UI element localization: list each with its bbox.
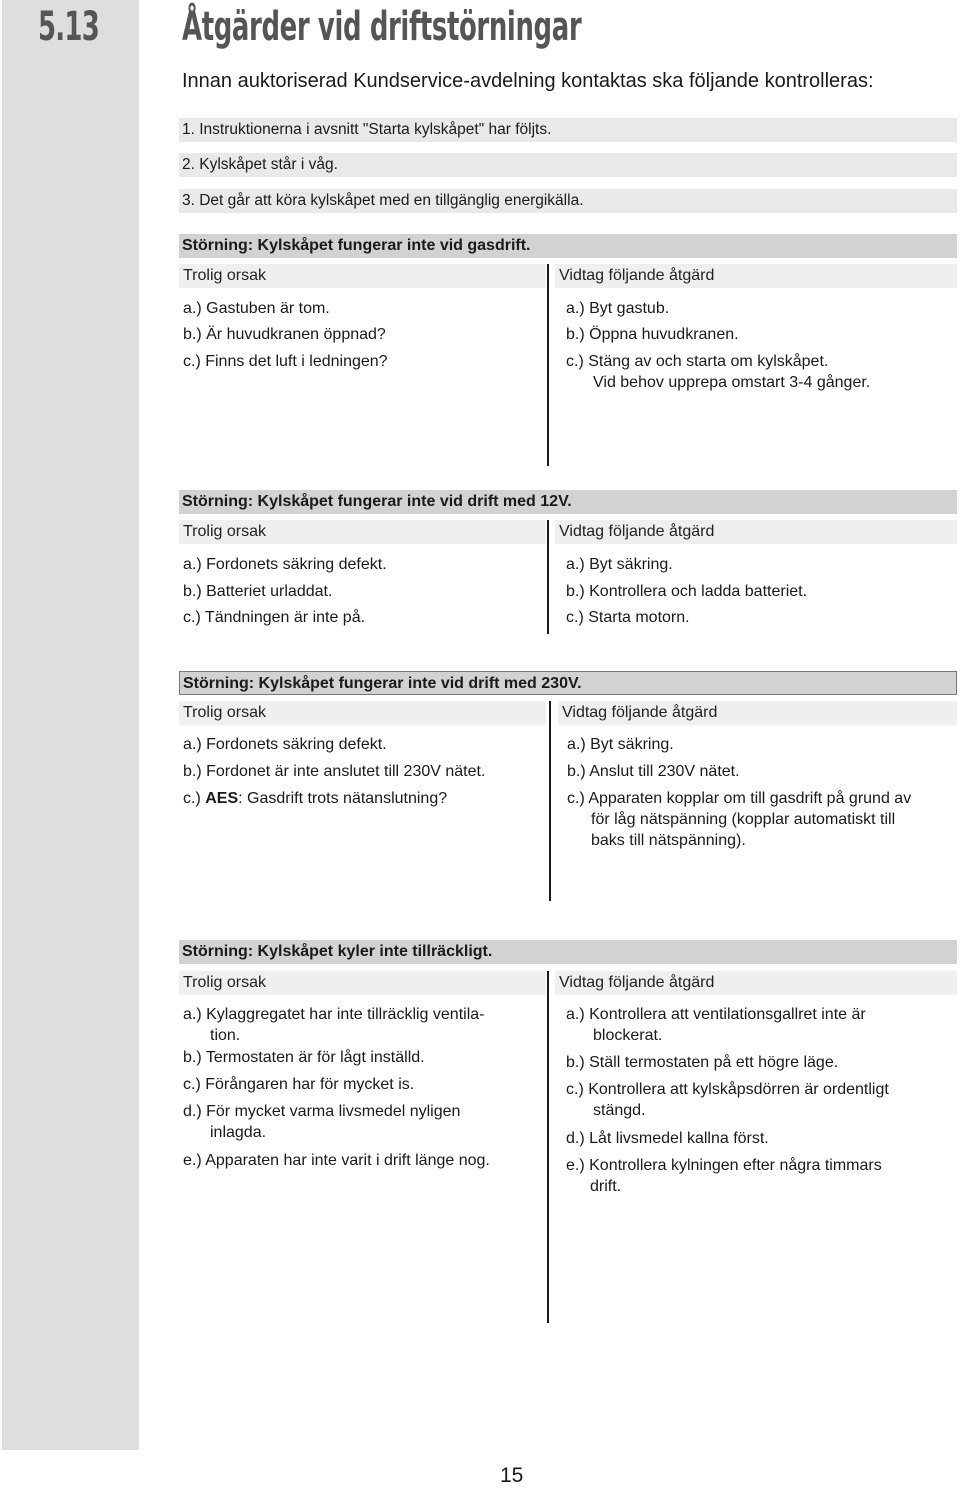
intro-text: Innan auktoriserad Kundservice-avdelning kontaktas ska följande kontrolleras: [182,70,874,92]
cause-line: tion. [210,1027,241,1044]
section-heading-12v: Störning: Kylskåpet fungerar inte vid drift med 12V. [179,490,957,514]
action-item [566,351,870,393]
action-line: c.) Apparaten kopplar om till gasdrift på grund av [567,790,912,807]
action-line: c.) Kontrollera att kylskåpsdörren är ordentligt [566,1081,889,1098]
action-item [566,1004,866,1046]
action-line: c.) Stäng av och starta om kylskåpet. [566,353,829,370]
cause-prefix: c.) [183,790,206,807]
action-line: blockerat. [593,1027,663,1044]
column-header-cause: Trolig orsak [179,701,546,725]
cause-item: b.) Termostaten är för lågt inställd. [183,1049,425,1066]
cause-item [183,1004,484,1046]
action-item [566,1079,889,1121]
section-heading-230v: Störning: Kylskåpet fungerar inte vid drift med 230V. [179,671,957,695]
action-line: för låg nätspänning (kopplar automatiskt till [591,811,896,828]
section-heading-cooling: Störning: Kylskåpet kyler inte tillräckligt. [179,940,957,964]
column-divider [547,971,549,1323]
cause-line: inlagda. [210,1124,267,1141]
cause-item: a.) Fordonets säkring defekt. [183,736,387,753]
checklist-item: 2. Kylskåpet står i våg. [179,153,957,177]
column-header-cause: Trolig orsak [179,264,546,288]
action-line: a.) Kontrollera att ventilationsgallret inte är [566,1006,866,1023]
action-item: a.) Byt gastub. [566,300,670,317]
action-item: c.) Starta motorn. [566,609,690,626]
section-sidebar [2,0,139,1450]
cause-item [183,1101,460,1143]
action-line: e.) Kontrollera kylningen efter några timmars [566,1157,882,1174]
aes-label: AES [205,790,239,807]
section-number: 5.13 [38,4,100,50]
column-header-cause: Trolig orsak [179,971,546,995]
action-line: baks till nätspänning). [591,832,746,849]
cause-item [183,788,447,809]
column-header-action: Vidtag följande åtgärd [558,701,957,725]
cause-item: c.) Finns det luft i ledningen? [183,353,388,370]
action-line: Vid behov upprepa omstart 3-4 gånger. [593,374,871,391]
column-header-action: Vidtag följande åtgärd [555,971,957,995]
cause-item: a.) Fordonets säkring defekt. [183,556,387,573]
cause-text: : Gasdrift trots nätanslutning? [238,790,448,807]
action-item: b.) Kontrollera och ladda batteriet. [566,583,808,600]
cause-item: c.) Förångaren har för mycket is. [183,1076,415,1093]
cause-item: b.) Fordonet är inte anslutet till 230V nätet. [183,763,486,780]
column-divider [547,520,549,634]
cause-line: d.) För mycket varma livsmedel nyligen [183,1103,461,1120]
action-item: d.) Låt livsmedel kallna först. [566,1130,769,1147]
checklist-item: 1. Instruktionerna i avsnitt "Starta kylskåpet" har följts. [179,118,957,142]
action-item: a.) Byt säkring. [567,736,674,753]
column-header-action: Vidtag följande åtgärd [555,520,957,544]
column-header-action: Vidtag följande åtgärd [555,264,957,288]
action-item: b.) Ställ termostaten på ett högre läge. [566,1054,839,1071]
action-item [566,1155,882,1197]
column-divider [549,701,551,901]
cause-item: c.) Tändningen är inte på. [183,609,366,626]
cause-item: e.) Apparaten har inte varit i drift länge nog. [183,1152,490,1169]
action-item: b.) Anslut till 230V nätet. [567,763,740,780]
page-number: 15 [500,1464,524,1487]
action-line: drift. [590,1178,622,1195]
checklist-item: 3. Det går att köra kylskåpet med en tillgänglig energikälla. [179,189,957,213]
action-item: a.) Byt säkring. [566,556,673,573]
column-divider [547,264,549,466]
cause-line: a.) Kylaggregatet har inte tillräcklig ventila- [183,1006,485,1023]
cause-item: a.) Gastuben är tom. [183,300,330,317]
column-header-cause: Trolig orsak [179,520,546,544]
page-title: Åtgärder vid driftstörningar [182,4,582,50]
action-item [567,788,911,851]
action-line: stängd. [593,1102,646,1119]
section-heading-gas: Störning: Kylskåpet fungerar inte vid gasdrift. [179,234,957,258]
action-item: b.) Öppna huvudkranen. [566,326,739,343]
cause-item: b.) Batteriet urladdat. [183,583,333,600]
cause-item: b.) Är huvudkranen öppnad? [183,326,386,343]
